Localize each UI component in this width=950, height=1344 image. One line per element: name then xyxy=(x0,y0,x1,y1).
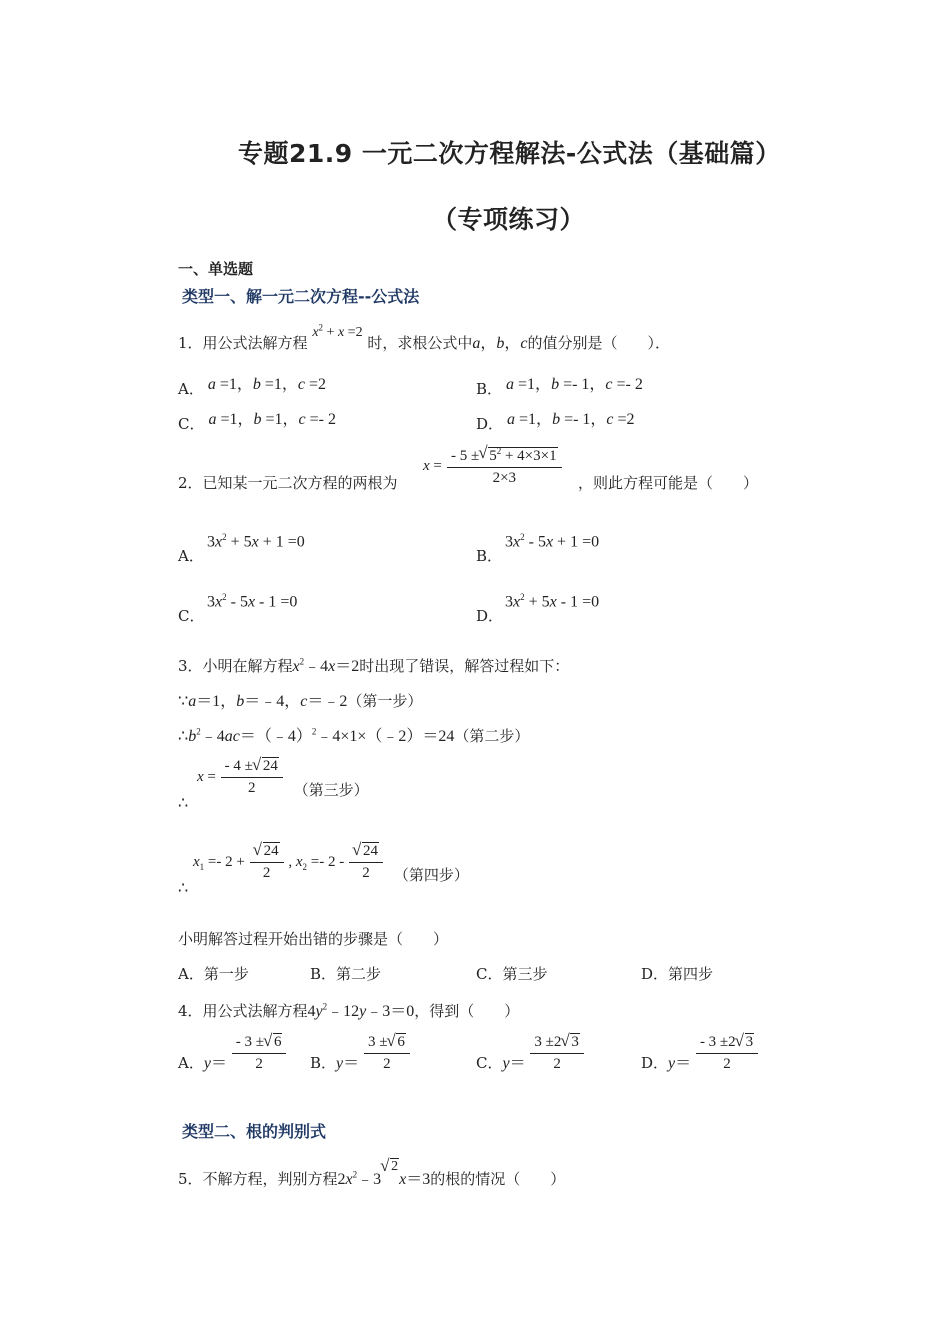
q3-equation: $x^2﹣4x=2$ xyxy=(292,656,360,675)
q1-coefficients: a，b，c xyxy=(472,335,528,352)
page-title: 专题21.9 一元二次方程解法-公式法（基础篇） xyxy=(238,139,781,168)
q2-option-a[interactable]: A． xyxy=(178,547,204,565)
q3-option-a[interactable]: A．第一步 xyxy=(178,965,249,983)
q2-option-d-eq: $3x^2 + 5x - 1 =0$ xyxy=(505,592,600,611)
q2-option-a-eq: $3x^2 + 5x + 1 =0$ xyxy=(207,532,305,551)
type-heading-1: 类型一、解一元二次方程--公式法 xyxy=(182,287,420,306)
q4-option-b[interactable]: B．y＝ $\frac{3 \pm√ 6}{2}$ xyxy=(310,1034,410,1073)
section-heading: 一、单选题 xyxy=(178,260,254,278)
question-3: 3．小明在解方程$x^2﹣4x=2$时出现了错误，解答过程如下： xyxy=(178,656,570,675)
q3-option-b[interactable]: B．第二步 xyxy=(310,965,382,983)
type-heading-2: 类型二、根的判别式 xyxy=(182,1122,327,1141)
q4-option-c[interactable]: C．y＝ $\frac{3 \pm 2√ 3}{2}$ xyxy=(476,1034,584,1073)
question-4: 4．用公式法解方程$4y^2﹣12y﹣3=0$，得到（ ） xyxy=(178,1001,520,1020)
q4-option-d[interactable]: D．y＝ $\frac{- 3 \pm 2√ 3}{2}$ xyxy=(641,1034,758,1073)
q3-step-3: ∴ x = $\frac{- 4 \pm√ 24}{2}$ （第三步） xyxy=(178,758,369,797)
question-5: 5．不解方程，判别方程$2x^2﹣3√$ 2x＝3的根的情况（ ） xyxy=(178,1166,565,1189)
q4-equation: $4y^2﹣12y﹣3=0$ xyxy=(307,1001,415,1020)
q5-equation: $2x^2﹣3√$ 2x＝3 xyxy=(338,1171,431,1188)
q1-stem-tail: 的值分别是（ ）． xyxy=(527,334,671,352)
q3-option-c[interactable]: C．第三步 xyxy=(476,965,548,983)
q2-root-formula: x = $\frac{- 5 \pm√ 5^2 + 4\times 3\times 1}{2\times 3}$ xyxy=(423,446,562,487)
q2-stem: 2．已知某一元二次方程的两根为 xyxy=(178,474,398,492)
q1-option-b[interactable]: B． a =1，b =- 1，c =- 2 xyxy=(476,376,643,398)
q2-stem-post: ，则此方程可能是（ ） xyxy=(578,474,759,492)
q1-option-a[interactable]: A． a =1，b =1，c =2 xyxy=(178,376,327,398)
page-subtitle: （专项练习） xyxy=(432,205,586,234)
q1-option-c[interactable]: C． a =1，b =1，c =- 2 xyxy=(178,411,337,433)
q3-step-4: ∴ $x_1 =- 2$ + √ $\frac{24}{2}$ , $x_2 =- 2$ - √ $\frac{24}{2}$ （第四步） xyxy=(178,843,469,882)
q2-option-c[interactable]: C． xyxy=(178,607,205,625)
q3-option-d[interactable]: D．第四步 xyxy=(641,965,714,983)
q2-option-c-eq: $3x^2 - 5x - 1 =0$ xyxy=(207,592,298,611)
q2-option-b-eq: $3x^2 - 5x + 1 =0$ xyxy=(505,532,600,551)
q1-stem-post: 时，求根公式中 xyxy=(367,334,473,352)
q2-option-d[interactable]: D． xyxy=(476,607,504,625)
q4-option-a[interactable]: A．y＝ $\frac{- 3 \pm√ 6}{2}$ xyxy=(178,1034,286,1073)
question-1 xyxy=(178,322,671,353)
q1-stem: 1．用公式法解方程 xyxy=(178,334,308,352)
q3-step-1: ∵a＝1，b＝﹣4，c＝﹣2（第一步） xyxy=(178,692,423,710)
q3-ask: 小明解答过程开始出错的步骤是（ ） xyxy=(178,930,449,948)
q2-option-b[interactable]: B． xyxy=(476,547,503,565)
q1-option-d[interactable]: D． a =1，b =- 1，c =2 xyxy=(476,411,635,433)
q3-step-2: $\therefore b^2﹣4ac=(﹣4)^2﹣4\times 1\times(﹣2)=24$（第二步） xyxy=(178,726,530,745)
q1-equation: $x^2 + x =2$ xyxy=(312,322,363,340)
